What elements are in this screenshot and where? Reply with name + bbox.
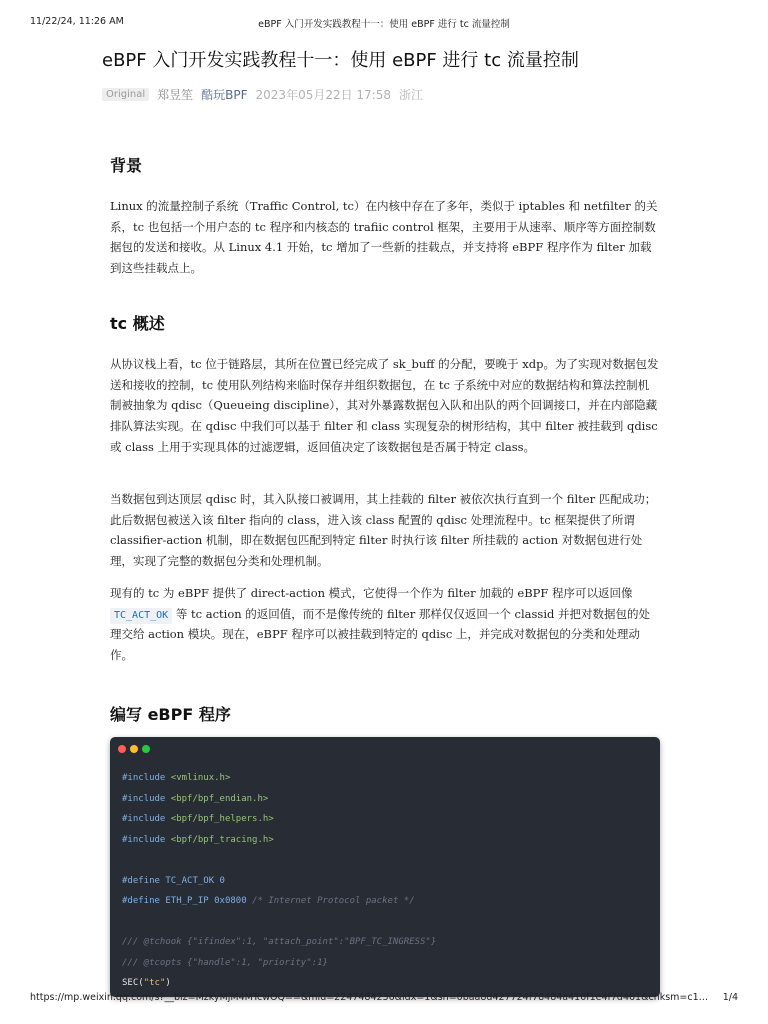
maximize-dot-icon — [142, 745, 150, 753]
tc-p3-after: 等 tc action 的返回值，而不是像传统的 filter 那样仅仅返回一个 classid 并把对数据包的处理交给 action 模块。现在，eBPF 程序可以被挂载到特定的 qdisc 上，并完成对数据包的分类和处理动作。 — [110, 606, 651, 663]
tc-overview-text-3 — [110, 583, 660, 666]
code-line: /// @tcopts {"handle":1, "priority":1} — [122, 957, 328, 968]
heading-tc-overview: tc 概述 — [110, 314, 165, 333]
background-text: Linux 的流量控制子系统（Traffic Control, tc）在内核中存在了多年，类似于 iptables 和 netfilter 的关系，tc 也包括一个用户态的 tc 程序和内核态的 trafiic control 框架，主要用于从速率、顺序等方面控制数据包的发送和接收。从 Linux 4.1 开始，tc 增加了一些新的挂载点，并支持将 eBPF 程序作为 filter 加载到这些挂载点上。 — [110, 199, 658, 276]
window-dots — [118, 745, 150, 755]
code-line: #define TC_ACT_OK 0 — [122, 875, 225, 886]
close-dot-icon — [118, 745, 126, 753]
code-line: /// @tchook {"ifindex":1, "attach_point":"BPF_TC_INGRESS"} — [122, 937, 437, 947]
account-link[interactable]: 酷玩BPF — [201, 87, 248, 102]
article-title: eBPF 入门开发实践教程十一：使用 eBPF 进行 tc 流量控制 — [102, 50, 579, 71]
print-datetime: 11/22/24, 11:26 AM — [30, 16, 124, 27]
heading-write-ebpf: 编写 eBPF 程序 — [110, 705, 231, 724]
print-url: https://mp.weixin.qq.com/s?__biz=MzkyMjM4MTcwOQ==&mid=2247484236&idx=1&sn=0baa8d427724f78484a410f1e4f7d461&chksm=c1f... — [30, 992, 710, 1003]
page-number: 1/4 — [722, 992, 738, 1003]
code-line: SEC("tc") — [122, 978, 171, 988]
minimize-dot-icon — [130, 745, 138, 753]
code-line: #define ETH_P_IP 0x0800 /* Internet Protocol packet */ — [122, 896, 415, 906]
background-paragraph — [110, 196, 660, 279]
code-line: #include <vmlinux.h> — [122, 773, 231, 783]
code-line: #include <bpf/bpf_endian.h> — [122, 793, 269, 804]
code-content — [122, 768, 436, 994]
code-line: #include <bpf/bpf_helpers.h> — [122, 814, 274, 824]
inline-code-tc-act-ok: TC_ACT_OK — [110, 608, 172, 624]
article-meta — [102, 84, 662, 104]
print-header — [30, 16, 738, 30]
tc-overview-text-2: 当数据包到达顶层 qdisc 时，其入队接口被调用，其上挂载的 filter 被依次执行直到一个 filter 匹配成功；此后数据包被送入该 filter 指向的 class，进入该 class 配置的 qdisc 处理流程中。tc 框架提供了所谓 classifier-action 机制，即在数据包匹配到特定 filter 时执行该 filter 所挂载的 action 对数据包进行处理，实现了完整的数据包分类和处理机制。 — [110, 492, 657, 569]
tc-overview-paragraph-1 — [110, 354, 660, 458]
publish-date: 2023年05月22日 17:58 — [255, 87, 392, 102]
print-doc-title: eBPF 入门开发实践教程十一：使用 eBPF 进行 tc 流量控制 — [258, 19, 510, 30]
article-header — [102, 46, 662, 104]
code-line: #include <bpf/bpf_tracing.h> — [122, 834, 274, 845]
author-name[interactable]: 郑昱笙 — [157, 87, 194, 102]
tc-overview-text-1: 从协议栈上看，tc 位于链路层，其所在位置已经完成了 sk_buff 的分配，要晚于 xdp。为了实现对数据包发送和接收的控制，tc 使用队列结构来临时保存并组织数据包，在 tc 子系统中对应的数据结构和算法控制机制被抽象为 qdisc（Queueing discipline），其对外暴露数据包入队和出队的两个回调接口，并在内部隐藏排队算法实现。在 qdisc 中我们可以基于 filter 和 class 实现复杂的树形结构，其中 filter 被挂载到 qdisc 或 class 上用于实现具体的过滤逻辑，返回值决定了该数据包是否属于特定 class。 — [110, 357, 659, 454]
code-block[interactable] — [110, 737, 660, 997]
tc-p3-before: 现有的 tc 为 eBPF 提供了 direct-action 模式，它使得一个作为 filter 加载的 eBPF 程序可以返回像 — [110, 586, 633, 600]
tc-overview-paragraph-3 — [110, 583, 660, 666]
publish-region: 浙江 — [399, 87, 424, 102]
print-footer — [30, 992, 738, 1006]
original-badge: Original — [102, 88, 149, 101]
tc-overview-paragraph-2 — [110, 489, 660, 572]
heading-background: 背景 — [110, 156, 143, 175]
